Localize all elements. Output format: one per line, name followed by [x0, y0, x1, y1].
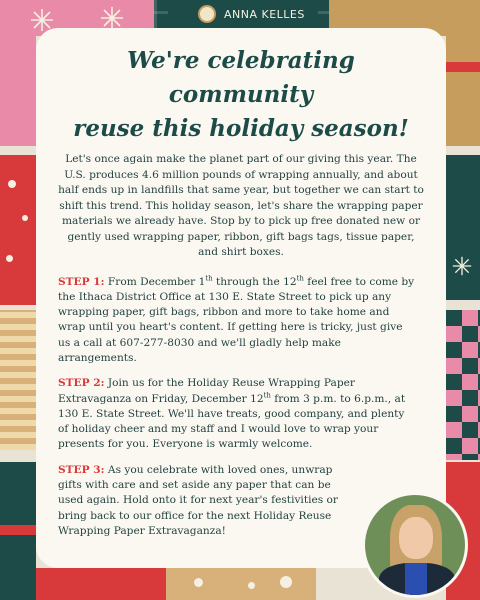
assembly-seal-icon — [198, 5, 216, 23]
wrapping-paper-tile-pink — [0, 36, 36, 146]
step-1-text: feel free to come by the Ithaca District Office at 130 E. State Street to pick up any wrapping paper, gift bags, ribbon and more to take home and wrap until you heart's content. If getting here is tricky, just give us a call at 607-277-8030 and we'll gladly help make arrangements. — [58, 275, 415, 364]
step-2-sup: th — [263, 391, 271, 400]
wrapping-paper-tile-argyle — [446, 310, 480, 460]
portrait-shirt — [405, 563, 427, 598]
wrapping-paper-tile-stripes — [0, 310, 36, 450]
headline-line-2: reuse this holiday season! — [73, 115, 409, 142]
step-2-label: STEP 2: — [58, 377, 105, 390]
step-2-text: from 3 p.m. to 6.p.m., at 130 E. State Street. We'll have treats, good company, and plenty of holiday cheer and my staff and I would love to wrap your presents for you. Everyone is warmly welcome. — [58, 392, 406, 451]
step-3-text: As you celebrate with loved ones, unwrap gifts with care and set aside any paper that can be used again. Hold onto it for next year's festivities or bring back to our office for the next Holiday Reuse Wrapping Paper Extravaganza! — [58, 463, 338, 537]
header-brand — [168, 0, 318, 28]
wrapping-paper-tile-red — [36, 568, 166, 600]
portrait-photo — [362, 492, 468, 598]
headline — [58, 44, 424, 146]
step-1-sup: th — [296, 273, 304, 282]
ribbon — [0, 525, 36, 535]
polka-dot — [8, 180, 16, 188]
polka-dot — [248, 582, 255, 589]
intro-paragraph: Let's once again make the planet part of our giving this year. The U.S. produces 4.6 million pounds of wrapping annually, and about half ends up in landfills that same year, but together we can start to shift this trend. This holiday season, let's share the wrapping paper materials we already have. Stop by to pick up free donated new or gently used wrapping paper, ribbon, gift bags tags, tissue paper, and shirt boxes. — [58, 153, 424, 258]
portrait-face — [399, 517, 433, 559]
ribbon — [446, 62, 480, 72]
step-2 — [58, 376, 424, 452]
snowflake-icon — [452, 256, 472, 276]
wrapping-paper-tile-gold — [446, 36, 480, 146]
step-1-label: STEP 1: — [58, 275, 105, 288]
headline-line-1: We're celebrating community — [127, 47, 355, 108]
wrapping-paper-tile-tan — [166, 568, 316, 600]
step-1-sup: th — [205, 273, 213, 282]
polka-dot — [280, 576, 292, 588]
snowflake-icon — [100, 6, 124, 30]
step-1-text: From December 1 — [104, 275, 206, 288]
polka-dot — [6, 255, 13, 262]
announcement-card — [36, 28, 446, 568]
step-3-label: STEP 3: — [58, 463, 105, 476]
polka-dot — [22, 215, 28, 221]
step-2-text: Join us for the Holiday Reuse Wrapping Paper Extravaganza on Friday, December 12 — [58, 377, 355, 405]
wrapping-paper-tile-green — [446, 155, 480, 300]
brand-name: ANNA KELLES — [224, 7, 305, 21]
step-1-text: through the 12 — [212, 275, 297, 288]
step-1 — [58, 275, 424, 367]
polka-dot — [194, 578, 203, 587]
wrapping-paper-tile-red — [0, 155, 36, 305]
